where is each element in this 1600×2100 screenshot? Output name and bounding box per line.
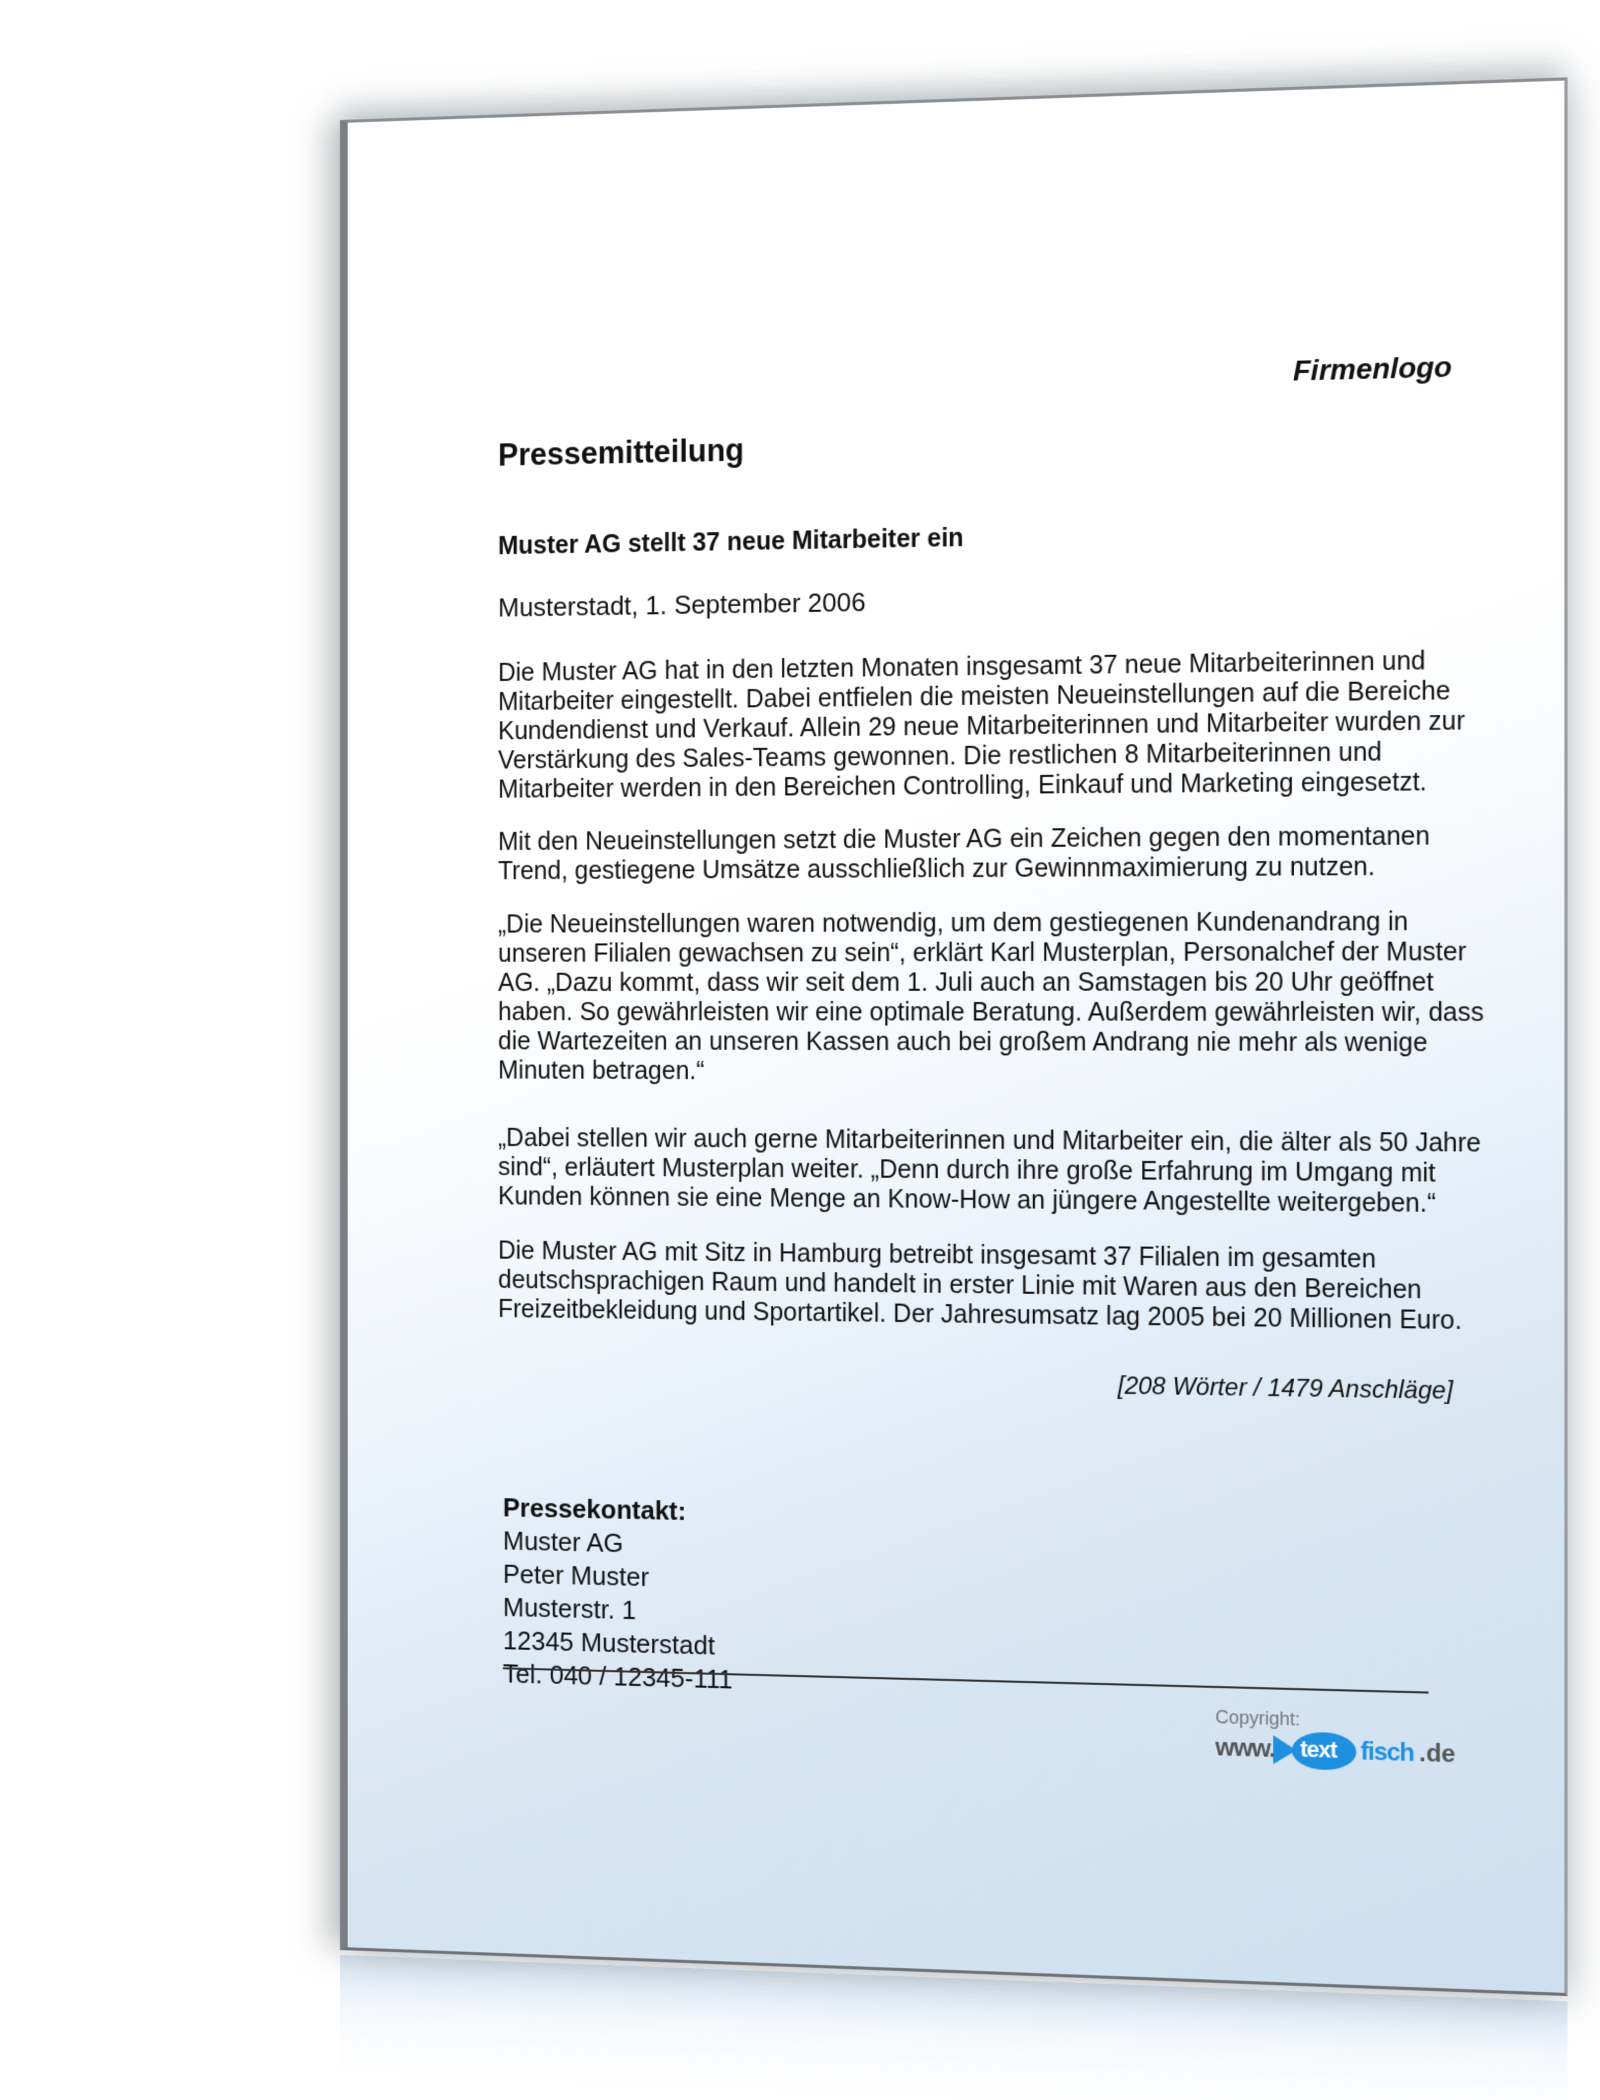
text-line: Mit den Neueinstellungen setzt die Muster AG ein Zeichen gegen den momentanen <box>498 821 1430 857</box>
copyright-label: Copyright: <box>1215 1706 1301 1730</box>
logo-text: text <box>1300 1735 1337 1763</box>
text-line: „Dabei stellen wir auch gerne Mitarbeiterinnen und Mitarbeiter ein, die älter als 50 Jahre <box>498 1123 1481 1158</box>
text-line: Mitarbeiter eingestellt. Dabei entfielen die meisten Neueinstellungen auf die Bereiche <box>498 676 1451 717</box>
contact-phone: Tel. 040 / 12345-111 <box>502 1658 733 1695</box>
text-line: Kunden können sie eine Menge an Know-How an jüngere Angestellte weitergeben.“ <box>498 1182 1436 1219</box>
copyright-logo <box>1215 1706 1456 1786</box>
document-title: Pressemitteilung <box>498 432 745 473</box>
text-line: Die Muster AG hat in den letzten Monaten insgesamt 37 neue Mitarbeiterinnen und <box>498 646 1426 688</box>
contact-city: 12345 Musterstadt <box>502 1624 715 1661</box>
text-line: Freizeitbekleidung und Sportartikel. Der Jahresumsatz lag 2005 bei 20 Millionen Euro. <box>498 1294 1462 1336</box>
text-line: sind“, erläutert Musterplan weiter. „Denn durch ihre große Erfahrung im Umgang mit <box>498 1152 1436 1188</box>
paragraph-2 <box>498 822 1428 887</box>
text-line: Verstärkung des Sales-Teams gewonnen. Die restlichen 8 Mitarbeiterinnen und <box>498 737 1382 775</box>
fish-icon <box>1273 1731 1356 1771</box>
contact-street: Musterstr. 1 <box>502 1591 637 1626</box>
document-page <box>340 77 1568 1996</box>
text-line: Minuten betragen.“ <box>498 1056 705 1086</box>
paragraph-1 <box>498 646 1465 804</box>
text-line: Trend, gestiegene Umsätze ausschließlich zur Gewinnmaximierung zu nutzen. <box>498 852 1376 886</box>
text-line: „Die Neueinstellungen waren notwendig, um dem gestiegenen Kundenandrang in <box>498 907 1409 939</box>
text-line: Die Muster AG mit Sitz in Hamburg betreibt insgesamt 37 Filialen im gesamten <box>498 1236 1376 1274</box>
logo-fisch: fisch <box>1360 1737 1414 1768</box>
contact-heading: Pressekontakt: <box>502 1492 687 1527</box>
logo-tld: .de <box>1419 1739 1456 1769</box>
paragraph-5-company-info <box>498 1236 1462 1336</box>
press-contact <box>503 1491 733 1697</box>
text-line: Kundendienst und Verkauf. Allein 29 neue Mitarbeiterinnen und Mitarbeiter wurden zur <box>498 706 1465 746</box>
text-line: haben. So gewährleisten wir eine optimale Beratung. Außerdem gewährleisten wir, dass <box>498 997 1484 1028</box>
text-line: AG. „Dazu kommt, dass wir seit dem 1. Juli auch an Samstagen bis 20 Uhr geöffnet <box>498 967 1434 997</box>
paragraph-3-quote <box>498 907 1484 1088</box>
dateline: Musterstadt, 1. September 2006 <box>498 586 866 623</box>
press-headline: Muster AG stellt 37 neue Mitarbeiter ein <box>498 523 964 561</box>
logo-www: www. <box>1215 1733 1276 1764</box>
text-line: Mitarbeiter werden in den Bereichen Controlling, Einkauf und Marketing eingesetzt. <box>498 767 1427 804</box>
text-line: die Wartezeiten an unseren Kassen auch bei großem Andrang nie mehr als wenige <box>498 1027 1428 1058</box>
paragraph-4-quote <box>498 1123 1481 1219</box>
text-line: deutschsprachigen Raum und handelt in erster Linie mit Waren aus den Bereichen <box>498 1265 1422 1305</box>
contact-company: Muster AG <box>502 1525 624 1559</box>
contact-name: Peter Muster <box>502 1558 650 1593</box>
text-line: unseren Filialen gewachsen zu sein“, erklärt Karl Musterplan, Personalchef der Muster <box>498 937 1467 968</box>
word-count: [208 Wörter / 1479 Anschläge] <box>1117 1372 1453 1406</box>
company-logo-placeholder: Firmenlogo <box>1292 350 1453 387</box>
